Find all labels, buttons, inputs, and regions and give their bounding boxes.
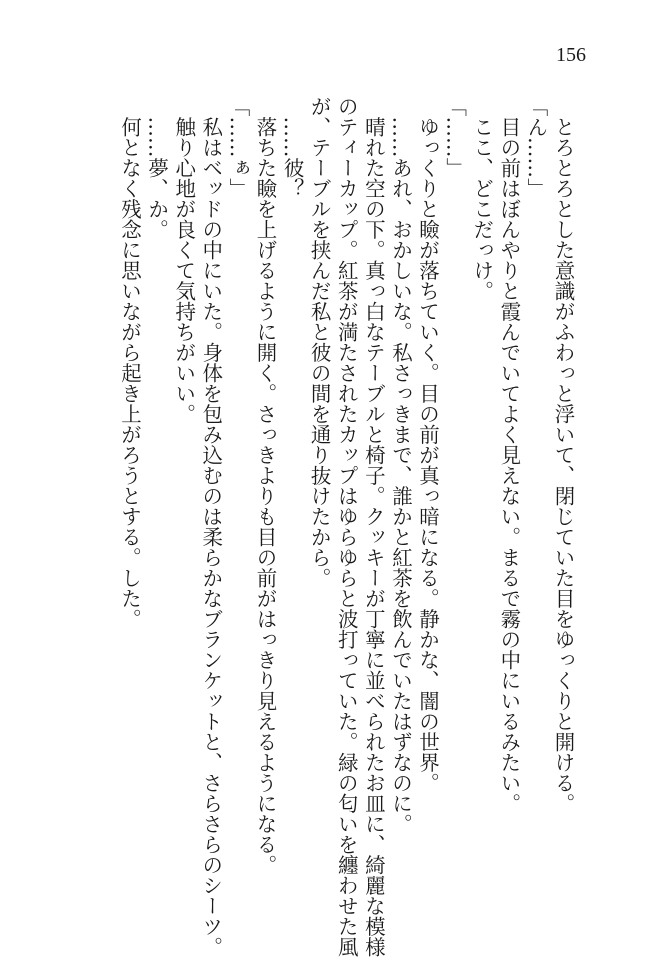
- text-line: 目の前はぼんやりと霞んでいてよく見えない。まるで霧の中にいるみたい。: [496, 96, 521, 814]
- text-line: とろとろとした意識がふわっと浮いて、閉じていた目をゆっくりと開ける。: [551, 96, 575, 814]
- text-line: 落ちた瞼を上げるように開く。さっきよりも目の前がはっきり見えるようになる。: [252, 96, 277, 875]
- text-line: のティーカップ。紅茶が満たされたカップはゆらゆらと波打っていた。緑の匂いを纏わせた風: [334, 96, 359, 957]
- text-line: ゆっくりと瞼が落ちていく。目の前が真っ暗になる。静かな、闇の世界。: [415, 96, 440, 793]
- text-line: ここ、どこだっけ。: [469, 96, 494, 301]
- text-line: 「……ぁ」: [225, 96, 250, 199]
- text-line: 何となく残念に思いながら起き上がろうとする。した。: [117, 96, 142, 629]
- text-line: ……彼？: [280, 96, 305, 199]
- text-line: ……夢、か。: [144, 96, 169, 240]
- text-line: ……あれ、おかしいな。私さっきまで、誰かと紅茶を飲んでいたはずなのに。: [388, 96, 413, 834]
- text-line: が、テーブルを挟んだ私と彼の間を通り抜けたから。: [307, 96, 332, 588]
- vertical-text-body: [115, 96, 576, 957]
- text-line: 晴れた空の下。真っ白なテーブルと椅子。クッキーが丁寧に並べられたお皿に、綺麗な模様: [361, 96, 386, 957]
- text-line: 「ん……」: [523, 96, 548, 199]
- text-line: 「……」: [442, 96, 467, 178]
- text-line: 触り心地が良くて気持ちがいい。: [171, 96, 196, 424]
- page-number: 156: [556, 44, 586, 66]
- text-line: 私はベッドの中にいた。身体を包み込むのは柔らかなブランケットと、さらさらのシーツ。: [198, 96, 223, 957]
